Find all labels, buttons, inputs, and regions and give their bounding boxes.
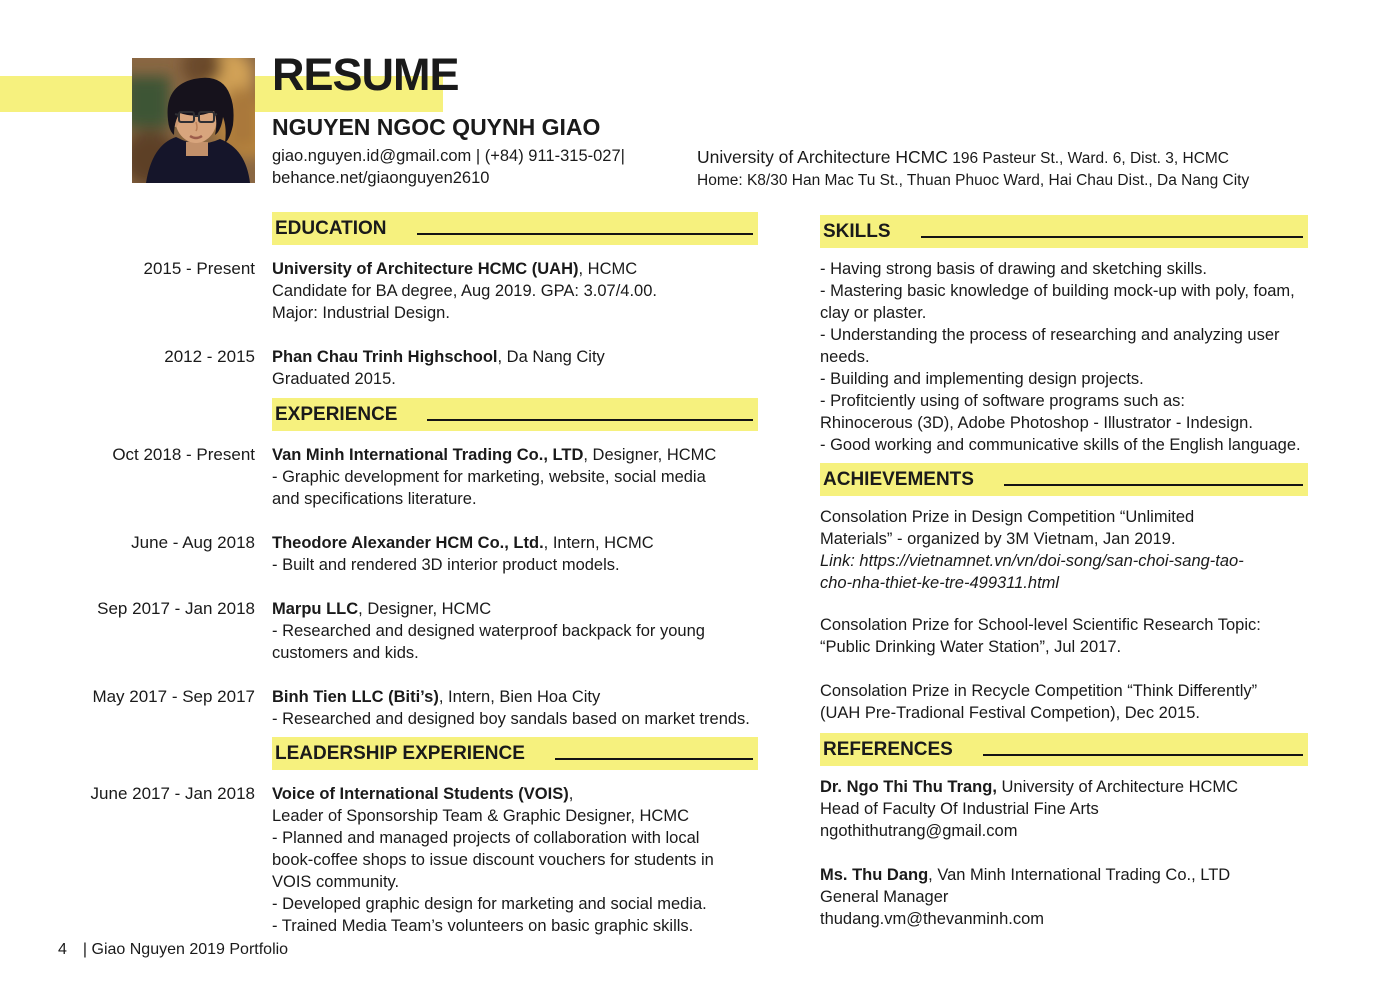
entry-org-rest: , Intern, Bien Hoa City [438, 688, 601, 706]
section-header-education [272, 212, 758, 245]
entry-content [272, 598, 780, 664]
reference-name-line [820, 864, 1365, 886]
entry-org-line [272, 783, 780, 805]
achievement-line: (UAH Pre-Tradional Festival Competion), Dec 2015. [820, 704, 1200, 722]
entry-detail: book-coffee shops to issue discount vouchers for students in [272, 851, 714, 869]
section-title: EXPERIENCE [275, 403, 398, 425]
reference-role: General Manager [820, 888, 949, 906]
entry-detail: - Trained Media Team’s volunteers on basic graphic skills. [272, 917, 694, 935]
entry-org: Marpu LLC [272, 600, 359, 618]
skill-line: - Mastering basic knowledge of building mock-up with poly, foam, [820, 282, 1295, 300]
entry-detail: - Developed graphic design for marketing and social media. [272, 895, 707, 913]
section-leadership [60, 737, 780, 937]
entry-org-line [272, 346, 780, 368]
candidate-name: NGUYEN NGOC QUYNH GIAO [272, 114, 601, 140]
entry-org: Van Minh International Trading Co., LTD [272, 446, 584, 464]
entry-detail: Graduated 2015. [272, 370, 396, 388]
entry-date: 2015 - Present [143, 259, 255, 278]
entry-detail: and specifications literature. [272, 490, 477, 508]
entry-detail: customers and kids. [272, 644, 419, 662]
entry-detail: - Graphic development for marketing, website, social media [272, 468, 706, 486]
achievement-line: Consolation Prize for School-level Scientific Research Topic: [820, 616, 1261, 634]
entry-org-rest: , Designer, HCMC [583, 446, 717, 464]
reference-name: Dr. Ngo Thi Thu Trang, [820, 778, 997, 796]
section-header-achievements [820, 463, 1308, 496]
section-header-skills [820, 215, 1308, 248]
achievement-item [820, 614, 1365, 658]
section-education [60, 212, 780, 390]
reference-name-line [820, 776, 1365, 798]
entry-content [272, 346, 780, 390]
section-rule [427, 419, 753, 421]
reference-affiliation: University of Architecture HCMC [996, 778, 1239, 796]
entry-detail: - Researched and designed boy sandals based on market trends. [272, 710, 750, 728]
skill-line: - Understanding the process of researching and analyzing user [820, 326, 1280, 344]
entry-date: 2012 - 2015 [164, 347, 255, 366]
entry-date: June - Aug 2018 [131, 533, 255, 552]
entry-date: May 2017 - Sep 2017 [92, 687, 255, 706]
achievement-item [820, 506, 1365, 594]
reference-email: ngothithutrang@gmail.com [820, 822, 1018, 840]
leadership-entry [60, 783, 780, 937]
achievement-line: Materials” - organized by 3M Vietnam, Jan 2019. [820, 530, 1176, 548]
entry-detail: - Built and rendered 3D interior product models. [272, 556, 620, 574]
entry-org-rest: , [568, 785, 574, 803]
education-entry [60, 346, 780, 390]
section-title: EDUCATION [275, 217, 387, 239]
skill-line: needs. [820, 348, 870, 366]
portrait-photo-illustration [132, 58, 255, 183]
entry-org-line [272, 258, 780, 280]
skill-line: - Having strong basis of drawing and sketching skills. [820, 260, 1208, 278]
footer-label: | Giao Nguyen 2019 Portfolio [82, 941, 289, 958]
entry-org-rest: , Intern, HCMC [543, 534, 654, 552]
reference-person [820, 776, 1365, 842]
skill-line: Rhinocerous (3D), Adobe Photoshop - Illustrator - Indesign. [820, 414, 1253, 432]
section-experience [60, 398, 780, 730]
entry-org-line [272, 444, 780, 466]
entry-org: Voice of International Students (VOIS) [272, 785, 569, 803]
address-school [697, 146, 1249, 170]
achievement-item [820, 680, 1365, 724]
address-school-name: University of Architecture HCMC [697, 147, 948, 167]
experience-entry [60, 598, 780, 664]
entry-content [272, 686, 780, 730]
entry-detail: Major: Industrial Design. [272, 304, 450, 322]
section-title: SKILLS [823, 220, 891, 242]
contact-behance: behance.net/giaonguyen2610 [272, 169, 490, 187]
address-block [697, 146, 1249, 192]
section-rule [921, 236, 1303, 238]
section-rule [983, 754, 1303, 756]
entry-content [272, 258, 780, 324]
section-rule [417, 233, 753, 235]
skill-line: - Good working and communicative skills of the English language. [820, 436, 1301, 454]
section-title: ACHIEVEMENTS [823, 468, 974, 490]
section-header-references [820, 733, 1308, 766]
entry-org: Phan Chau Trinh Highschool [272, 348, 498, 366]
skill-line: - Building and implementing design projects. [820, 370, 1144, 388]
section-header-leadership [272, 737, 758, 770]
achievement-line: Consolation Prize in Recycle Competition “Think Differently” [820, 682, 1258, 700]
achievement-link: Link: https://vietnamnet.vn/vn/doi-song/san-choi-sang-tao- [820, 552, 1244, 570]
entry-detail: - Planned and managed projects of collaboration with local [272, 829, 700, 847]
entry-detail: Leader of Sponsorship Team & Graphic Designer, HCMC [272, 807, 689, 825]
entry-date: Sep 2017 - Jan 2018 [97, 599, 255, 618]
entry-detail: - Researched and designed waterproof backpack for young [272, 622, 705, 640]
reference-name: Ms. Thu Dang [820, 866, 929, 884]
portrait-photo [132, 58, 255, 183]
entry-content [272, 783, 780, 937]
entry-org-rest: , HCMC [578, 260, 638, 278]
achievement-line: “Public Drinking Water Station”, Jul 2017. [820, 638, 1122, 656]
page-footer [58, 941, 288, 959]
experience-entry [60, 532, 780, 576]
section-header-experience [272, 398, 758, 431]
experience-entry [60, 444, 780, 510]
section-title: LEADERSHIP EXPERIENCE [275, 742, 525, 764]
contact-email-phone: giao.nguyen.id@gmail.com | (+84) 911-315-027| [272, 147, 625, 165]
entry-org-rest: , Da Nang City [497, 348, 605, 366]
reference-affiliation: , Van Minh International Trading Co., LTD [928, 866, 1231, 884]
skills-list [820, 258, 1365, 456]
reference-role: Head of Faculty Of Industrial Fine Arts [820, 800, 1099, 818]
entry-org-line [272, 532, 780, 554]
address-school-street: 196 Pasteur St., Ward. 6, Dist. 3, HCMC [947, 150, 1230, 167]
entry-content [272, 532, 780, 576]
achievement-link: cho-nha-thiet-ke-tre-499311.html [820, 574, 1060, 592]
reference-person [820, 864, 1365, 930]
reference-email: thudang.vm@thevanminh.com [820, 910, 1045, 928]
skill-line: - Profitciently using of software programs such as: [820, 392, 1185, 410]
entry-org: Binh Tien LLC (Biti’s) [272, 688, 439, 706]
entry-date: June 2017 - Jan 2018 [90, 784, 255, 803]
entry-org-rest: , Designer, HCMC [358, 600, 492, 618]
entry-org-line [272, 598, 780, 620]
entry-content [272, 444, 780, 510]
page-title: RESUME [272, 49, 459, 100]
section-rule [1004, 484, 1303, 486]
skill-line: clay or plaster. [820, 304, 927, 322]
section-title: REFERENCES [823, 738, 953, 760]
section-references [820, 733, 1365, 930]
education-entry [60, 258, 780, 324]
entry-org: University of Architecture HCMC (UAH) [272, 260, 579, 278]
right-column [820, 215, 1365, 930]
entry-org: Theodore Alexander HCM Co., Ltd. [272, 534, 544, 552]
achievement-line: Consolation Prize in Design Competition “Unlimited [820, 508, 1195, 526]
entry-org-line [272, 686, 780, 708]
section-rule [555, 758, 753, 760]
left-column [60, 212, 780, 937]
section-skills [820, 215, 1365, 456]
section-achievements [820, 463, 1365, 724]
page-number: 4 [58, 941, 67, 958]
experience-entry [60, 686, 780, 730]
entry-date: Oct 2018 - Present [112, 445, 255, 464]
entry-detail: VOIS community. [272, 873, 400, 891]
entry-detail: Candidate for BA degree, Aug 2019. GPA: 3.07/4.00. [272, 282, 657, 300]
address-home: Home: K8/30 Han Mac Tu St., Thuan Phuoc Ward, Hai Chau Dist., Da Nang City [697, 172, 1250, 189]
